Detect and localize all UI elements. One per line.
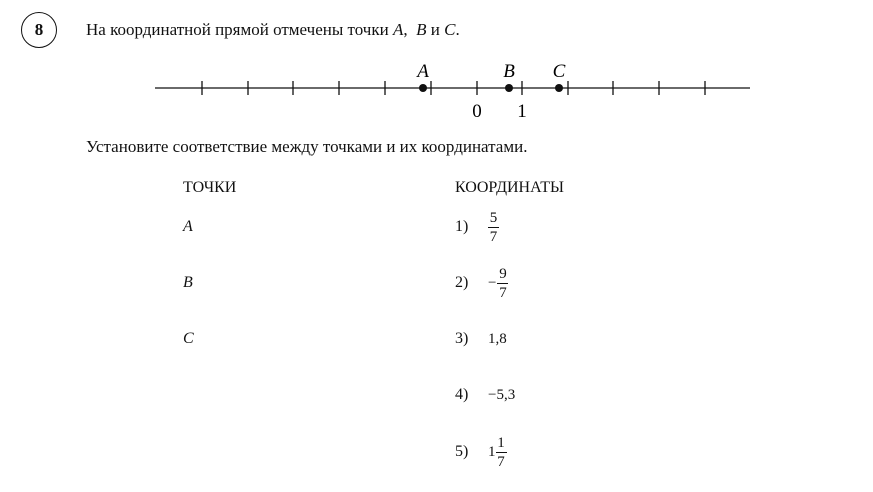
point-b-label: B (183, 274, 193, 291)
option-value: − $\frac{9}{7}$ (488, 265, 507, 301)
tick-label: 1 (517, 101, 527, 122)
point-c-label: C (183, 330, 194, 347)
intro-text: На координатной прямой отмечены точки (86, 20, 389, 39)
option-value (488, 210, 499, 245)
option-number: 5) (455, 443, 469, 460)
point-b-name: B (503, 61, 515, 82)
point-a-label: A (183, 218, 193, 235)
option-4 (455, 385, 515, 405)
option-number: 1) (455, 218, 469, 235)
tick-label: 0 (472, 101, 482, 122)
option-number: 4) (455, 386, 469, 403)
instruction-text: Установите соответствие между точками и их координатами. (86, 137, 528, 156)
option-number: 3) (455, 330, 469, 347)
intro-comma: , (403, 20, 408, 39)
intro-period: . (455, 20, 460, 39)
option-3 (455, 329, 507, 349)
number-line (0, 0, 873, 130)
option-value: −5,3 (488, 386, 516, 403)
option-1 (455, 209, 499, 245)
task-number: 8 (34, 20, 44, 39)
option-value: 1 $\frac{1}{7}$ (488, 434, 505, 470)
point-c-marker (555, 84, 563, 92)
point-b-marker (505, 84, 513, 92)
option-5 (455, 434, 507, 470)
points-column-header: ТОЧКИ (183, 179, 237, 196)
option-2 (455, 265, 508, 301)
intro-point-c: C (444, 20, 456, 39)
intro-point-a: A (392, 20, 404, 39)
fraction: $\frac{1}{7}$ (497, 434, 505, 470)
intro-and: и (430, 20, 440, 39)
point-a-marker (419, 84, 427, 92)
point-c-name: C (552, 61, 566, 82)
option-value: 1,8 (488, 330, 507, 347)
fraction: $\frac{9}{7}$ (499, 265, 507, 301)
option-number: 2) (455, 274, 469, 291)
fraction: $\frac{5}{7}$ (489, 209, 498, 245)
coords-column-header: КООРДИНАТЫ (455, 179, 564, 196)
point-a-name: A (417, 61, 429, 82)
intro-point-b: B (416, 20, 427, 39)
